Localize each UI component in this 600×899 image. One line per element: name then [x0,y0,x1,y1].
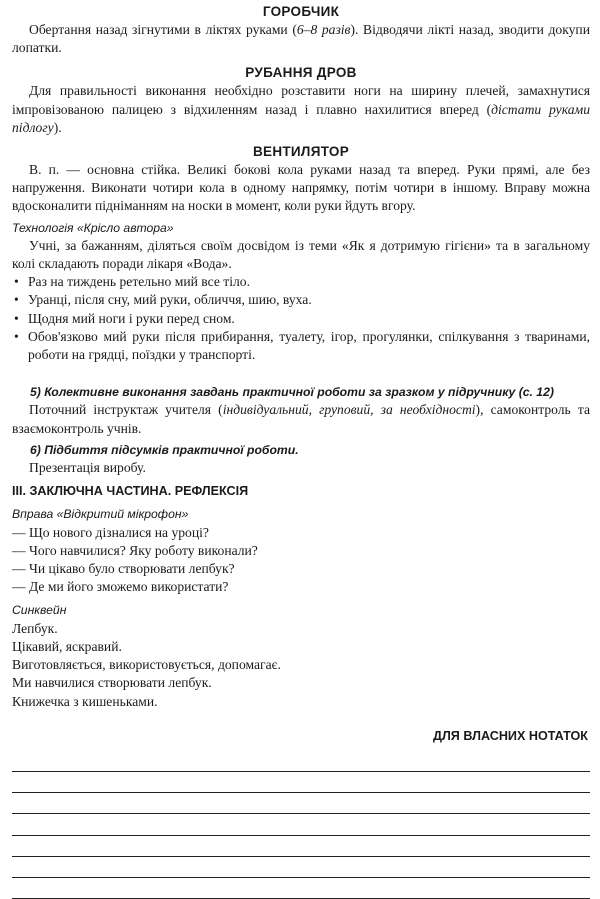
note-line [12,878,590,899]
question-item: — Де ми його зможемо використати? [12,579,229,595]
list-item [12,328,590,364]
list-item-text: Обов'язково мий руки після прибирання, туалету, ігор, прогулянки, спілкування з тваринами, роботи на грядці, поїздки у транспорті. [28,328,590,363]
question-item: — Чого навчилися? Яку роботу виконали? [12,542,258,558]
note-line [12,857,590,878]
text-segment: ). Відводячи лікті назад, зводити докупи лопатки. [12,22,590,56]
notes-lines [12,751,590,899]
text-segment-italic: 6–8 разів [296,22,351,37]
paragraph-step-6: Презентація виробу. [29,460,146,476]
bullet-icon: • [14,328,19,344]
note-line [12,814,590,835]
text-segment-italic: індивідуальний, груповий, за необхідності [222,402,476,418]
list-item-text: Щодня мий ноги і руки перед сном. [28,310,235,326]
paragraph-ventyliator: В. п. — основна стійка. Великі бокові кола руками назад та вперед. Руки прямі, але без напруження. Виконати чотири кола в одному напрямку, потім чотири в іншому. Вправу можна вдосконалити підніманням на носки в момент, коли руки йдуть вгору. [12,162,590,214]
list-item [12,273,590,291]
question-item: — Що нового дізналися на уроці? [12,524,209,540]
note-line [12,751,590,772]
sinkveyn-line: Ми навчилися створювати лепбук. [12,675,212,691]
notes-title: ДЛЯ ВЛАСНИХ НОТАТОК [432,728,588,743]
sinkveyn-line: Виготовляється, використовується, допомагає. [12,657,281,673]
conclusion-heading: ІІІ. ЗАКЛЮЧНА ЧАСТИНА. РЕФЛЕКСІЯ [12,484,249,499]
step-5-heading: 5) Колективне виконання завдань практичної роботи за зразком у підручнику (с. 12) [30,385,554,400]
text-segment: ). [53,119,62,135]
list-item-text: Уранці, після сну, мий руки, обличчя, шию, вуха. [28,292,312,308]
sinkveyn-label: Синквейн [12,603,67,618]
note-line [12,772,590,793]
bullet-icon: • [14,274,19,290]
step-6-heading: 6) Підбиття підсумків практичної роботи. [30,442,299,457]
question-list [12,524,590,597]
list-item [12,310,590,328]
sinkveyn-line: Цікавий, яскравий. [12,638,122,654]
question-item: — Чи цікаво було створювати лепбук? [12,561,235,577]
paragraph-step-5 [12,401,590,437]
list-item-text: Раз на тиждень ретельно мий все тіло. [28,274,250,290]
text-segment: Обертання назад зігнутими в ліктях руками ( [29,22,297,37]
exercise-label: Вправа «Відкритий мікрофон» [12,507,189,522]
note-line [12,793,590,814]
paragraph-rubannia [12,82,590,137]
sinkveyn-line: Лепбук. [12,620,58,636]
section-title-rubannia: РУБАННЯ ДРОВ [245,65,357,81]
advice-list [12,273,590,364]
section-title-ventyliator: ВЕНТИЛЯТОР [252,144,350,160]
text-segment: Поточний інструктаж учителя ( [29,402,223,418]
text-segment: Для правильності виконання необхідно розставити ноги на ширину плечей, замахнутися імпровізованою палицею з відхиленням назад і плавно нахилитися вперед ( [12,83,590,117]
text-segment: ), самоконтроль та взаємоконтроль учнів. [12,402,590,436]
bullet-icon: • [14,310,19,326]
note-line [12,836,590,857]
technology-label: Технологія «Крісло автора» [12,220,174,235]
paragraph-gorobchyk [12,21,590,57]
text-segment-italic: дістати руками підлогу [12,101,590,135]
paragraph-technology-intro: Учні, за бажанням, діляться своїм досвідом із теми «Як я дотримую гігієни» та в загальному колі складають поради лікаря «Вода». [12,237,590,272]
list-item [12,291,590,309]
sinkveyn-lines [12,620,590,711]
section-title-gorobchyk: ГОРОБЧИК [262,4,340,19]
sinkveyn-line: Книжечка з кишеньками. [12,693,158,709]
bullet-icon: • [14,292,19,308]
